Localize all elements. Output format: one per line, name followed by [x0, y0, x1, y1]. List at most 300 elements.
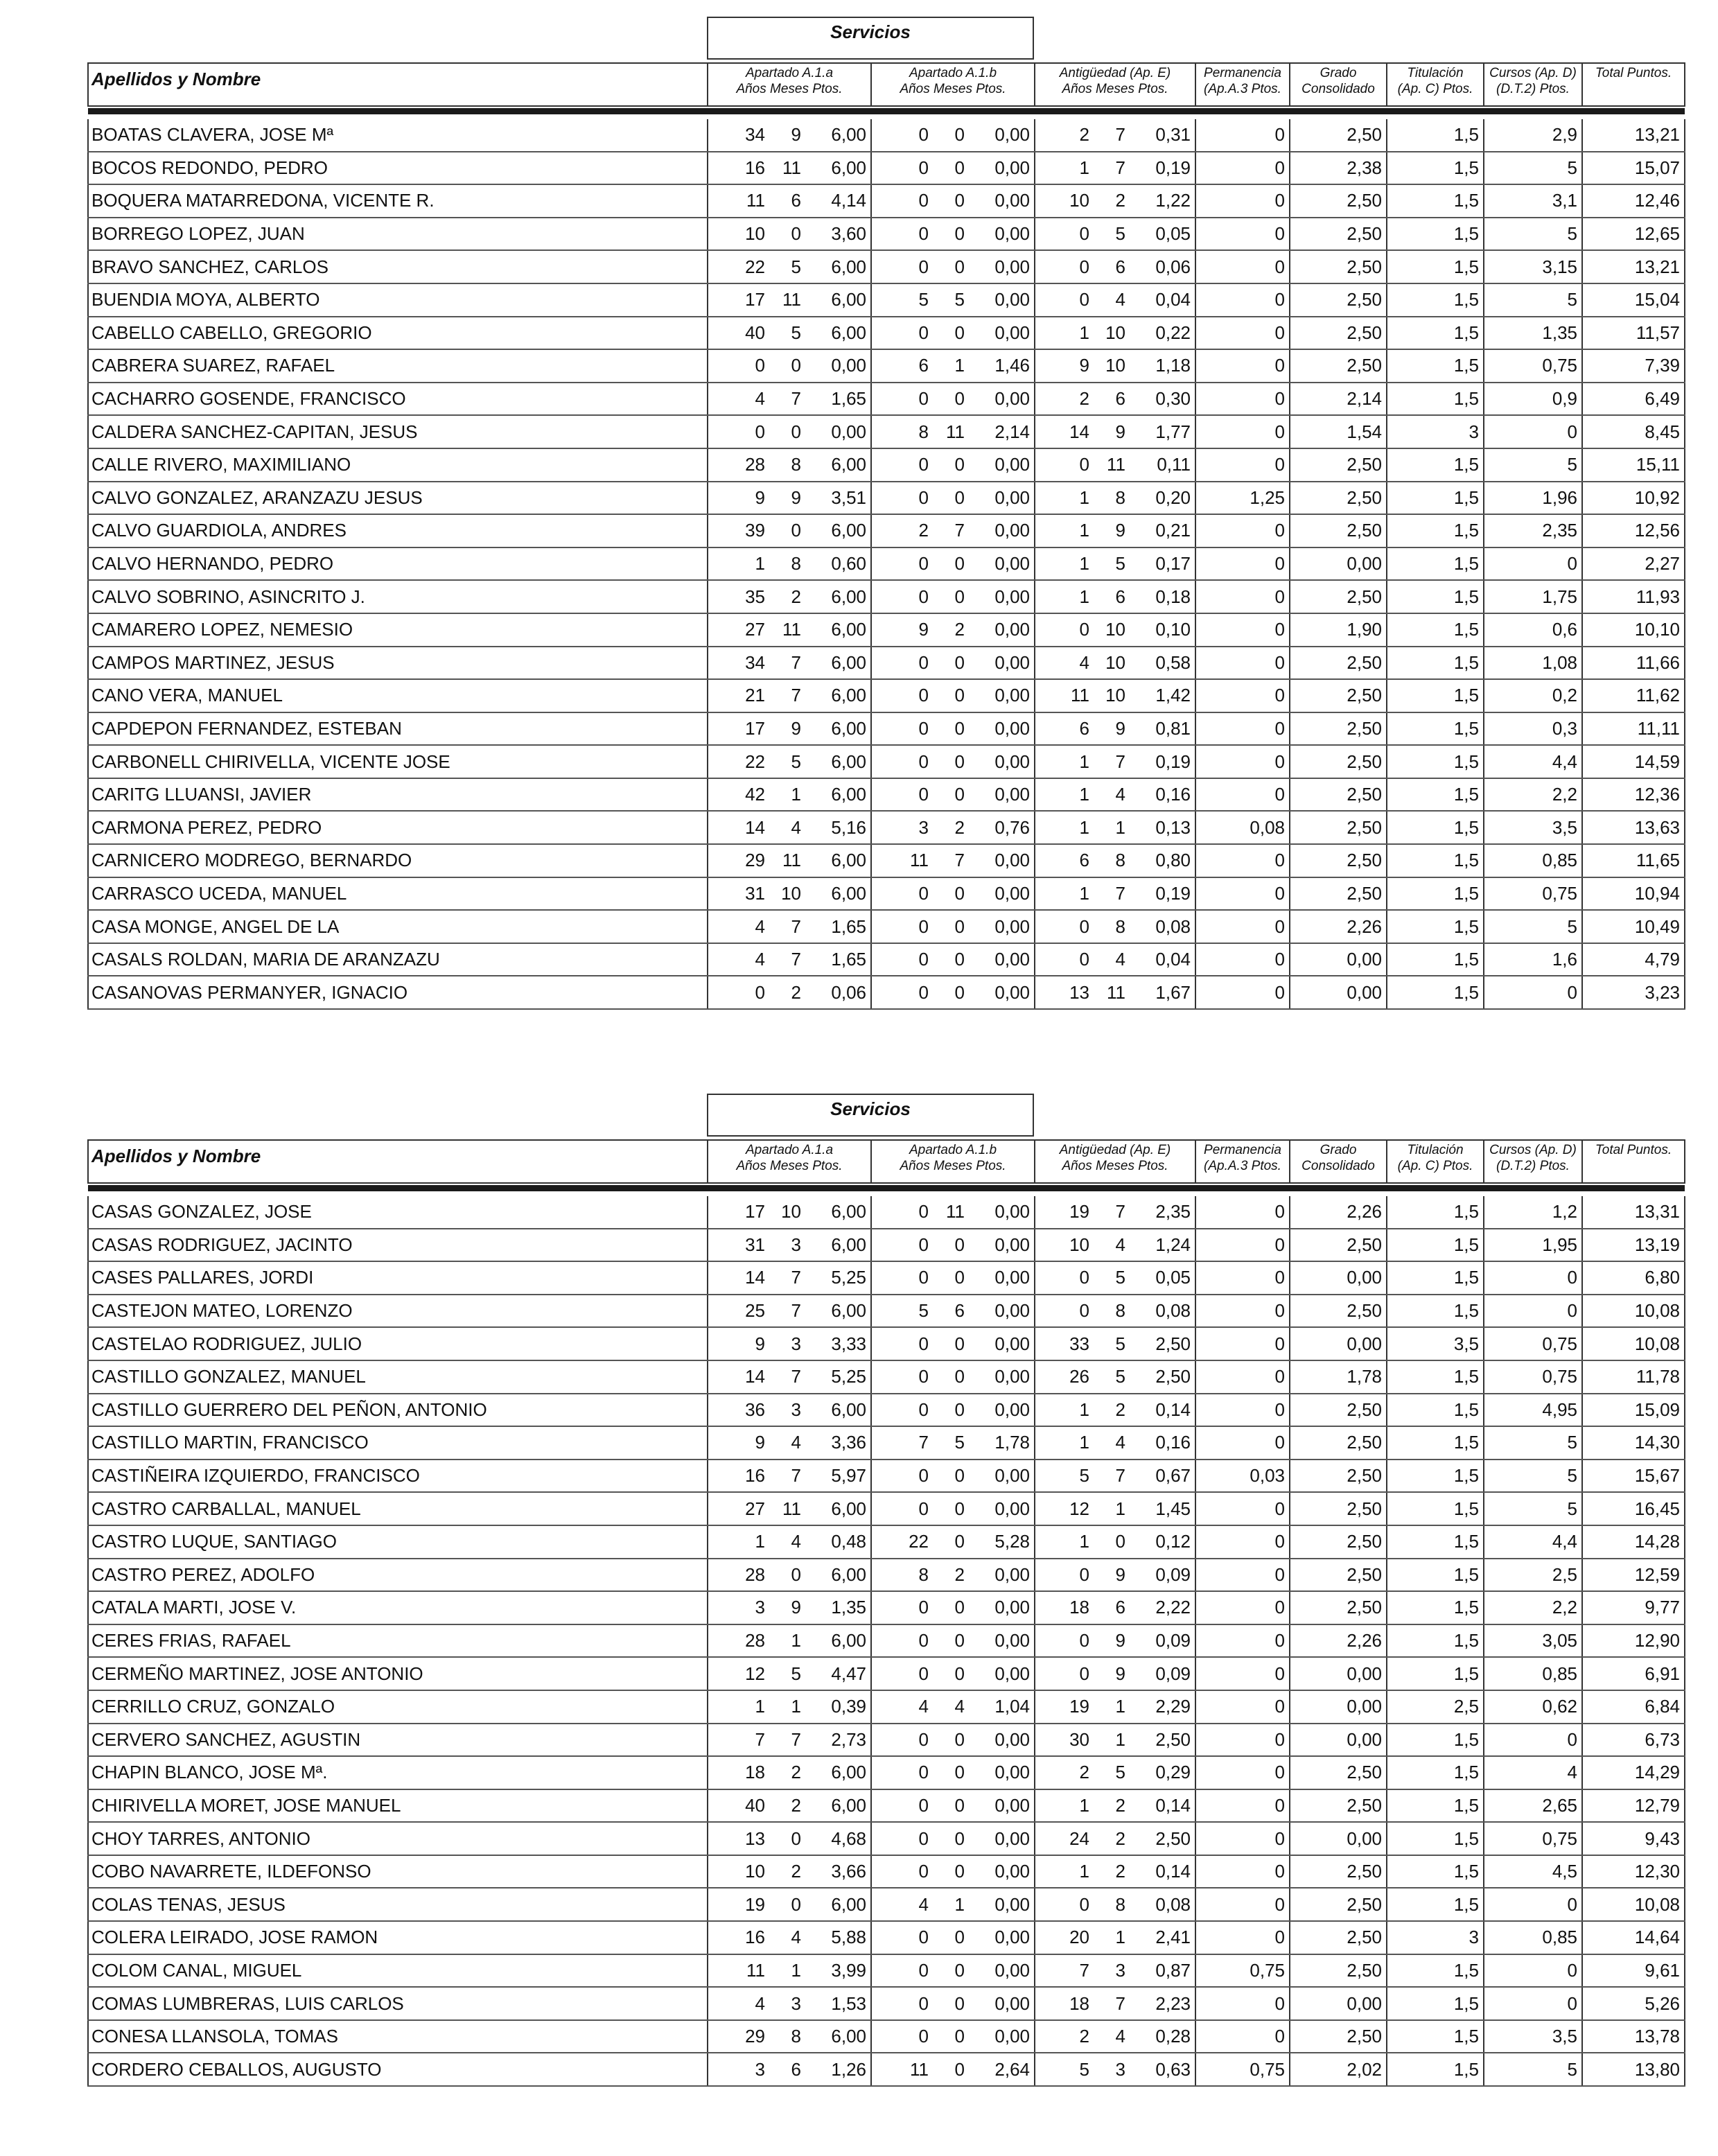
total-puntos-value: 7,39	[1582, 349, 1685, 383]
servicios-a1a	[708, 1591, 871, 1624]
total-puntos-value: 14,64	[1582, 1921, 1685, 1954]
antiguedad	[1035, 811, 1195, 844]
months-value: 0	[954, 1465, 965, 1487]
total-puntos-value: 11,65	[1582, 844, 1685, 877]
months-value: 0	[954, 1366, 965, 1387]
total-puntos-value: 12,59	[1582, 1559, 1685, 1592]
cursos-value: 1,08	[1484, 647, 1582, 680]
points-value: 6,00	[831, 1630, 866, 1651]
permanencia-value: 0,08	[1195, 811, 1290, 844]
permanencia-value: 0	[1195, 1327, 1290, 1360]
points-value: 0,00	[994, 784, 1030, 805]
column-header-cursos: Cursos (Ap. D) (D.T.2) Ptos.	[1484, 1140, 1582, 1183]
grado-consolidado-value: 2,50	[1290, 1954, 1387, 1988]
points-value: 0,00	[994, 190, 1030, 211]
cursos-value: 5	[1484, 152, 1582, 185]
total-puntos-value: 6,84	[1582, 1690, 1685, 1724]
years-value: 0	[918, 1333, 929, 1354]
years-value: 4	[918, 1696, 929, 1717]
antiguedad	[1035, 1229, 1195, 1262]
table-row	[88, 1690, 1685, 1724]
points-value: 0,00	[994, 751, 1030, 772]
servicios-a1a	[708, 778, 871, 812]
points-value: 0,22	[1155, 322, 1191, 343]
points-value: 0,76	[994, 816, 1030, 838]
months-value: 0	[954, 586, 965, 607]
titulacion-value: 1,5	[1387, 1855, 1484, 1888]
titulacion-value: 1,5	[1387, 1229, 1484, 1262]
antiguedad	[1035, 943, 1195, 976]
months-value: 0	[954, 1630, 965, 1651]
servicios-a1b	[871, 1657, 1035, 1690]
grado-consolidado-value: 2,50	[1290, 1229, 1387, 1262]
antiguedad	[1035, 1987, 1195, 2020]
total-puntos-value: 12,90	[1582, 1624, 1685, 1658]
employee-name: CAMARERO LOPEZ, NEMESIO	[88, 613, 708, 647]
months-value: 2	[954, 1563, 965, 1585]
years-value: 22	[909, 1531, 929, 1552]
cursos-value: 0	[1484, 547, 1582, 581]
servicios-a1b	[871, 1789, 1035, 1823]
employee-name: CAMPOS MARTINEZ, JESUS	[88, 647, 708, 680]
cursos-value: 4,5	[1484, 1855, 1582, 1888]
years-value: 29	[745, 2026, 765, 2047]
points-value: 0,00	[994, 157, 1030, 178]
points-value: 0,04	[1155, 289, 1191, 310]
points-value: 3,51	[831, 487, 866, 508]
employee-name: CASTILLO GONZALEZ, MANUEL	[88, 1360, 708, 1394]
months-value: 7	[791, 1728, 801, 1750]
titulacion-value: 1,5	[1387, 1295, 1484, 1328]
points-value: 1,78	[994, 1432, 1030, 1453]
months-value: 6	[791, 190, 801, 211]
antiguedad	[1035, 184, 1195, 218]
antiguedad	[1035, 1690, 1195, 1724]
months-value: 0	[954, 1794, 965, 1816]
cursos-value: 5	[1484, 1426, 1582, 1460]
points-value: 0,29	[1155, 1762, 1191, 1783]
employee-name: BOATAS CLAVERA, JOSE Mª	[88, 119, 708, 152]
months-value: 11	[782, 619, 801, 640]
titulacion-value: 1,5	[1387, 1196, 1484, 1229]
points-value: 6,00	[831, 454, 866, 475]
total-puntos-value: 10,94	[1582, 877, 1685, 911]
years-value: 0	[918, 1399, 929, 1420]
months-value: 10	[1105, 619, 1125, 640]
employee-name: CALVO GUARDIOLA, ANDRES	[88, 514, 708, 547]
points-value: 3,33	[831, 1333, 866, 1354]
permanencia-value: 0	[1195, 877, 1290, 911]
antiguedad	[1035, 1789, 1195, 1823]
cursos-value: 5	[1484, 283, 1582, 317]
permanencia-value: 0	[1195, 283, 1290, 317]
points-value: 4,68	[831, 1828, 866, 1849]
servicios-a1b	[871, 1724, 1035, 1757]
points-value: 0,16	[1155, 784, 1191, 805]
points-value: 0,00	[994, 454, 1030, 475]
points-value: 4,14	[831, 190, 866, 211]
cursos-value: 0,85	[1484, 844, 1582, 877]
total-puntos-value: 6,80	[1582, 1261, 1685, 1295]
points-value: 5,25	[831, 1267, 866, 1288]
months-value: 4	[1115, 949, 1125, 970]
years-value: 10	[1069, 1234, 1089, 1255]
cursos-value: 4	[1484, 1756, 1582, 1789]
years-value: 3	[755, 1597, 765, 1618]
points-value: 6,00	[831, 256, 866, 277]
titulacion-value: 1,5	[1387, 349, 1484, 383]
servicios-a1b	[871, 1327, 1035, 1360]
years-value: 0	[918, 751, 929, 772]
total-puntos-value: 10,49	[1582, 910, 1685, 943]
points-value: 0,00	[994, 1333, 1030, 1354]
points-value: 0,58	[1155, 651, 1191, 673]
permanencia-value: 0	[1195, 415, 1290, 448]
titulacion-value: 1,5	[1387, 679, 1484, 712]
servicios-a1b	[871, 1229, 1035, 1262]
points-value: 6,00	[831, 520, 866, 541]
points-value: 0,00	[994, 553, 1030, 575]
servicios-a1b	[871, 2053, 1035, 2086]
years-value: 1	[1079, 882, 1089, 904]
years-value: 1	[1079, 487, 1089, 508]
months-value: 0	[954, 1498, 965, 1519]
total-puntos-value: 6,91	[1582, 1657, 1685, 1690]
total-puntos-value: 11,11	[1582, 712, 1685, 746]
years-value: 11	[1071, 685, 1089, 706]
employee-name: CHIRIVELLA MORET, JOSE MANUEL	[88, 1789, 708, 1823]
total-puntos-value: 13,21	[1582, 250, 1685, 283]
titulacion-value: 1,5	[1387, 1822, 1484, 1855]
total-puntos-value: 8,45	[1582, 415, 1685, 448]
years-value: 6	[1079, 717, 1089, 739]
cursos-value: 0,62	[1484, 1690, 1582, 1724]
months-value: 0	[791, 1893, 801, 1915]
months-value: 6	[791, 2058, 801, 2080]
years-value: 39	[745, 520, 765, 541]
months-value: 1	[954, 355, 965, 376]
months-value: 9	[1115, 421, 1125, 442]
servicios-a1b	[871, 1690, 1035, 1724]
total-puntos-value: 10,08	[1582, 1295, 1685, 1328]
years-value: 9	[918, 619, 929, 640]
months-value: 5	[1115, 1267, 1125, 1288]
grado-consolidado-value: 2,50	[1290, 1756, 1387, 1789]
years-value: 1	[1079, 1399, 1089, 1420]
permanencia-value: 0	[1195, 1855, 1290, 1888]
years-value: 0	[918, 586, 929, 607]
cursos-value: 0,2	[1484, 679, 1582, 712]
years-value: 1	[1079, 1432, 1089, 1453]
years-value: 0	[918, 1267, 929, 1288]
years-value: 0	[755, 981, 765, 1003]
total-puntos-value: 10,92	[1582, 482, 1685, 515]
total-puntos-value: 6,49	[1582, 383, 1685, 416]
points-value: 0,09	[1155, 1630, 1191, 1651]
points-value: 0,00	[994, 1828, 1030, 1849]
servicios-a1b	[871, 712, 1035, 746]
months-value: 0	[954, 949, 965, 970]
months-value: 1	[791, 1959, 801, 1981]
titulacion-value: 1,5	[1387, 317, 1484, 350]
points-value: 0,48	[831, 1531, 866, 1552]
months-value: 4	[1115, 289, 1125, 310]
grado-consolidado-value: 2,50	[1290, 745, 1387, 778]
permanencia-value: 0	[1195, 119, 1290, 152]
grado-consolidado-value: 0,00	[1290, 1987, 1387, 2020]
titulacion-value: 1,5	[1387, 283, 1484, 317]
table-row	[88, 580, 1685, 613]
permanencia-value: 0	[1195, 1492, 1290, 1525]
points-value: 6,00	[831, 751, 866, 772]
years-value: 42	[745, 784, 765, 805]
antiguedad	[1035, 152, 1195, 185]
months-value: 0	[954, 1267, 965, 1288]
total-puntos-value: 12,46	[1582, 184, 1685, 218]
permanencia-value: 0	[1195, 1360, 1290, 1394]
years-value: 0	[918, 1728, 929, 1750]
total-puntos-value: 15,11	[1582, 448, 1685, 482]
titulacion-value: 1,5	[1387, 1888, 1484, 1921]
total-puntos-value: 14,59	[1582, 745, 1685, 778]
servicios-a1b	[871, 2020, 1035, 2053]
total-puntos-value: 9,61	[1582, 1954, 1685, 1988]
table-row	[88, 2053, 1685, 2086]
years-value: 0	[1079, 1630, 1089, 1651]
total-puntos-value: 11,57	[1582, 317, 1685, 350]
servicios-a1b	[871, 152, 1035, 185]
servicios-a1b	[871, 283, 1035, 317]
months-value: 6	[1115, 586, 1125, 607]
years-value: 7	[1079, 1959, 1089, 1981]
months-value: 5	[791, 1663, 801, 1684]
grado-consolidado-value: 2,38	[1290, 152, 1387, 185]
grado-consolidado-value: 2,50	[1290, 1855, 1387, 1888]
grado-consolidado-value: 2,50	[1290, 1559, 1387, 1592]
months-value: 0	[954, 651, 965, 673]
column-header-antig: Antigüedad (Ap. E) Años Meses Ptos.	[1035, 1140, 1195, 1183]
years-value: 2	[1079, 2026, 1089, 2047]
grado-consolidado-value: 0,00	[1290, 976, 1387, 1009]
servicios-a1a	[708, 976, 871, 1009]
servicios-a1b	[871, 1987, 1035, 2020]
years-value: 28	[745, 454, 765, 475]
titulacion-value: 1,5	[1387, 1987, 1484, 2020]
permanencia-value: 0	[1195, 844, 1290, 877]
employee-name: CASTRO LUQUE, SANTIAGO	[88, 1525, 708, 1559]
total-puntos-value: 6,73	[1582, 1724, 1685, 1757]
points-value: 0,17	[1155, 553, 1191, 575]
servicios-a1b	[871, 1426, 1035, 1460]
points-value: 0,00	[994, 619, 1030, 640]
years-value: 0	[918, 1828, 929, 1849]
antiguedad	[1035, 383, 1195, 416]
years-value: 16	[745, 1927, 765, 1948]
total-puntos-value: 12,36	[1582, 778, 1685, 812]
years-value: 0	[1079, 949, 1089, 970]
years-value: 1	[1079, 586, 1089, 607]
years-value: 19	[1069, 1696, 1089, 1717]
total-puntos-value: 11,66	[1582, 647, 1685, 680]
points-value: 0,19	[1155, 157, 1191, 178]
permanencia-value: 0	[1195, 1921, 1290, 1954]
cursos-value: 0,85	[1484, 1921, 1582, 1954]
servicios-a1a	[708, 1229, 871, 1262]
points-value: 2,41	[1155, 1927, 1191, 1948]
employee-name: CAPDEPON FERNANDEZ, ESTEBAN	[88, 712, 708, 746]
years-value: 9	[755, 487, 765, 508]
cursos-value: 2,35	[1484, 514, 1582, 547]
years-value: 40	[745, 1794, 765, 1816]
total-puntos-value: 16,45	[1582, 1492, 1685, 1525]
years-value: 34	[745, 651, 765, 673]
months-value: 7	[1115, 124, 1125, 146]
months-value: 9	[791, 717, 801, 739]
years-value: 0	[918, 157, 929, 178]
cursos-value: 5	[1484, 2053, 1582, 2086]
points-value: 2,35	[1155, 1201, 1191, 1222]
titulacion-value: 1,5	[1387, 910, 1484, 943]
cursos-value: 0,9	[1484, 383, 1582, 416]
grado-consolidado-value: 0,00	[1290, 1724, 1387, 1757]
servicios-a1b	[871, 448, 1035, 482]
points-value: 2,50	[1155, 1828, 1191, 1849]
years-value: 8	[918, 1563, 929, 1585]
months-value: 4	[954, 1696, 965, 1717]
table-row	[88, 415, 1685, 448]
points-value: 1,18	[1155, 355, 1191, 376]
points-value: 0,00	[994, 717, 1030, 739]
permanencia-value: 0	[1195, 1724, 1290, 1757]
points-value: 1,77	[1155, 421, 1191, 442]
total-puntos-value: 13,21	[1582, 119, 1685, 152]
cursos-value: 5	[1484, 448, 1582, 482]
years-value: 9	[1079, 355, 1089, 376]
years-value: 22	[745, 751, 765, 772]
years-value: 0	[918, 949, 929, 970]
years-value: 11	[746, 190, 765, 211]
points-value: 0,09	[1155, 1563, 1191, 1585]
grado-consolidado-value: 2,50	[1290, 877, 1387, 911]
table-row	[88, 745, 1685, 778]
antiguedad	[1035, 1360, 1195, 1394]
servicios-a1b	[871, 679, 1035, 712]
years-value: 2	[1079, 388, 1089, 410]
points-value: 0,06	[1155, 256, 1191, 277]
antiguedad	[1035, 349, 1195, 383]
months-value: 0	[954, 256, 965, 277]
months-value: 0	[954, 1663, 965, 1684]
antiguedad	[1035, 1855, 1195, 1888]
months-value: 8	[1115, 850, 1125, 871]
months-value: 8	[1115, 1300, 1125, 1322]
total-puntos-value: 13,80	[1582, 2053, 1685, 2086]
servicios-a1a	[708, 283, 871, 317]
total-puntos-value: 10,10	[1582, 613, 1685, 647]
points-value: 0,00	[994, 388, 1030, 410]
table-row	[88, 218, 1685, 251]
grado-consolidado-value: 2,50	[1290, 844, 1387, 877]
servicios-a1a	[708, 1954, 871, 1988]
months-value: 1	[954, 1893, 965, 1915]
titulacion-value: 1,5	[1387, 1724, 1484, 1757]
months-value: 5	[1115, 223, 1125, 245]
servicios-a1b	[871, 1492, 1035, 1525]
cursos-value: 0,75	[1484, 1327, 1582, 1360]
titulacion-value: 1,5	[1387, 2053, 1484, 2086]
points-value: 6,00	[831, 1498, 866, 1519]
points-value: 0,08	[1155, 1300, 1191, 1322]
months-value: 7	[791, 1267, 801, 1288]
table-row	[88, 1559, 1685, 1592]
months-value: 0	[954, 553, 965, 575]
years-value: 0	[918, 1630, 929, 1651]
months-value: 7	[791, 949, 801, 970]
points-value: 2,50	[1155, 1333, 1191, 1354]
servicios-a1a	[708, 152, 871, 185]
months-value: 11	[782, 157, 801, 178]
points-value: 0,00	[994, 1597, 1030, 1618]
servicios-a1b	[871, 1261, 1035, 1295]
months-value: 0	[791, 355, 801, 376]
servicios-a1a	[708, 250, 871, 283]
years-value: 8	[918, 421, 929, 442]
grado-consolidado-value: 2,02	[1290, 2053, 1387, 2086]
months-value: 10	[781, 1201, 801, 1222]
permanencia-value: 0	[1195, 1624, 1290, 1658]
years-value: 1	[1079, 157, 1089, 178]
permanencia-value: 0	[1195, 1394, 1290, 1427]
permanencia-value: 0	[1195, 1229, 1290, 1262]
table-row	[88, 448, 1685, 482]
cursos-value: 3,05	[1484, 1624, 1582, 1658]
titulacion-value: 1,5	[1387, 547, 1484, 581]
employee-name: CASANOVAS PERMANYER, IGNACIO	[88, 976, 708, 1009]
years-value: 1	[1079, 816, 1089, 838]
months-value: 0	[954, 388, 965, 410]
months-value: 7	[1115, 751, 1125, 772]
antiguedad	[1035, 1525, 1195, 1559]
months-value: 7	[1115, 157, 1125, 178]
table-row	[88, 1789, 1685, 1823]
servicios-a1b	[871, 1921, 1035, 1954]
months-value: 3	[791, 1333, 801, 1354]
employee-name: CASTILLO MARTIN, FRANCISCO	[88, 1426, 708, 1460]
months-value: 5	[954, 289, 965, 310]
employee-name: COMAS LUMBRERAS, LUIS CARLOS	[88, 1987, 708, 2020]
cursos-value: 0,75	[1484, 1360, 1582, 1394]
points-value: 0,00	[994, 1234, 1030, 1255]
points-value: 0,00	[994, 2026, 1030, 2047]
employee-name: CHOY TARRES, ANTONIO	[88, 1822, 708, 1855]
table-row	[88, 1295, 1685, 1328]
points-value: 6,00	[831, 586, 866, 607]
permanencia-value: 0	[1195, 1789, 1290, 1823]
years-value: 0	[918, 322, 929, 343]
months-value: 9	[791, 124, 801, 146]
points-value: 2,23	[1155, 1992, 1191, 2014]
titulacion-value: 1,5	[1387, 877, 1484, 911]
permanencia-value: 0	[1195, 1295, 1290, 1328]
total-puntos-value: 13,63	[1582, 811, 1685, 844]
servicios-a1b	[871, 844, 1035, 877]
titulacion-value: 1,5	[1387, 1756, 1484, 1789]
months-value: 0	[954, 454, 965, 475]
titulacion-value: 1,5	[1387, 1426, 1484, 1460]
table-row	[88, 1888, 1685, 1921]
servicios-a1a	[708, 1624, 871, 1658]
cursos-value: 0,75	[1484, 349, 1582, 383]
